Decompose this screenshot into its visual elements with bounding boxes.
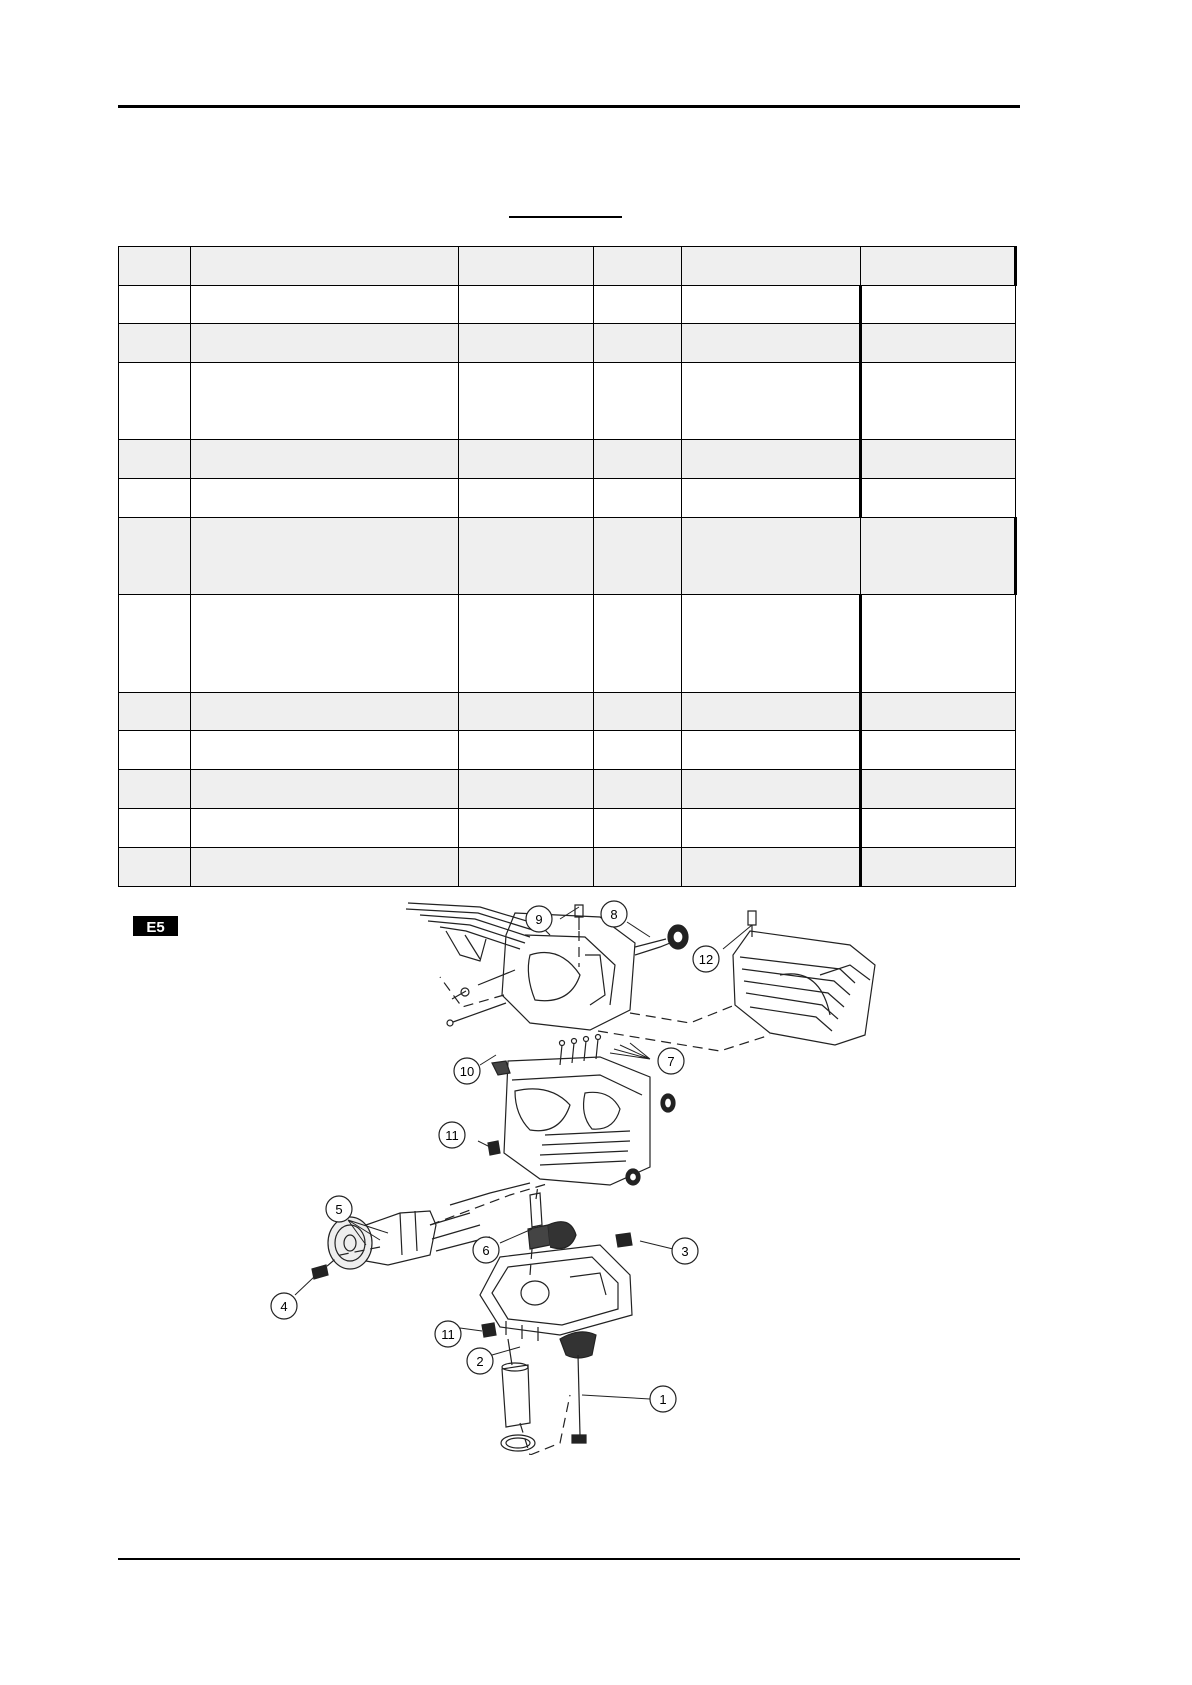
table-cell (459, 693, 594, 731)
exploded-engine-diagram (130, 895, 1020, 1455)
table-cell (119, 518, 191, 595)
callout-label: 5 (335, 1202, 343, 1217)
table-cell (594, 518, 682, 595)
callout-label: 11 (445, 1128, 459, 1143)
table-cell (682, 848, 861, 887)
table-cell (119, 770, 191, 809)
table-cell (459, 518, 594, 595)
callout-label: 12 (698, 952, 714, 967)
table-cell (861, 363, 1016, 440)
callout-labels (280, 907, 713, 1407)
table-cell (594, 809, 682, 848)
callout-label: 8 (610, 907, 618, 922)
table-cell (861, 479, 1016, 518)
table-cell (682, 518, 861, 595)
table-cell (594, 595, 682, 693)
table-cell (594, 247, 682, 286)
table-cell (119, 247, 191, 286)
part-4-art (312, 1265, 328, 1279)
table-cell (191, 848, 459, 887)
table-cell (594, 848, 682, 887)
table-cell (191, 440, 459, 479)
table-cell (594, 440, 682, 479)
table-cell (191, 731, 459, 770)
table-cell (191, 595, 459, 693)
table-cell (459, 440, 594, 479)
table-cell (459, 809, 594, 848)
table-cell (682, 809, 861, 848)
table-cell (191, 247, 459, 286)
callout-label: 11 (441, 1327, 455, 1342)
table-row (119, 731, 1016, 770)
cylinder-head-art (733, 931, 875, 1045)
table-cell (459, 479, 594, 518)
callout-label: 6 (482, 1243, 490, 1258)
table-cell (594, 286, 682, 324)
table-cell (459, 247, 594, 286)
oil-sump-art (480, 1245, 632, 1341)
table-cell (682, 440, 861, 479)
table-cell (682, 731, 861, 770)
part-11-upper-art (488, 1141, 500, 1155)
table-cell (119, 848, 191, 887)
callout-label: 10 (459, 1064, 475, 1079)
table-cell (594, 693, 682, 731)
table-cell (119, 595, 191, 693)
table-cell (682, 363, 861, 440)
table-header-row (119, 247, 1016, 286)
table-cell (594, 324, 682, 363)
table-cell (861, 809, 1016, 848)
table-cell (861, 731, 1016, 770)
table-cell (459, 595, 594, 693)
table-cell (119, 440, 191, 479)
leader-lines (295, 907, 752, 1399)
lower-crankcase-art (504, 1035, 675, 1186)
table-row (119, 809, 1016, 848)
callout-label: 1 (659, 1392, 667, 1407)
table-cell (861, 440, 1016, 479)
table-row (119, 324, 1016, 363)
table-cell (191, 286, 459, 324)
table-cell (861, 518, 1016, 595)
table-cell (459, 770, 594, 809)
table-cell (459, 286, 594, 324)
table-cell (594, 770, 682, 809)
spec-table (118, 246, 1017, 887)
table-cell (191, 809, 459, 848)
table-cell (861, 848, 1016, 887)
table-cell (191, 770, 459, 809)
footer-rule (118, 1558, 1020, 1560)
callout-label: 3 (681, 1244, 689, 1259)
table-cell (191, 363, 459, 440)
table-cell (594, 479, 682, 518)
table-row (119, 479, 1016, 518)
table-cell (861, 693, 1016, 731)
table-cell (682, 479, 861, 518)
table-cell (119, 809, 191, 848)
table-cell (459, 848, 594, 887)
callout-label: 9 (535, 912, 543, 927)
table-cell (459, 324, 594, 363)
table-cell (119, 731, 191, 770)
table-cell (682, 324, 861, 363)
table-cell (119, 324, 191, 363)
part-11-lower-art (482, 1323, 496, 1337)
table-cell (191, 324, 459, 363)
table-cell (682, 693, 861, 731)
table-row (119, 770, 1016, 809)
table-cell (119, 479, 191, 518)
table-cell (459, 363, 594, 440)
table-cell (861, 595, 1016, 693)
table-cell (191, 518, 459, 595)
table-cell (682, 286, 861, 324)
table-row (119, 693, 1016, 731)
table-cell (861, 286, 1016, 324)
figure-badge-label: E5 (146, 919, 165, 936)
table-cell (119, 286, 191, 324)
table-cell (191, 693, 459, 731)
part-3-art (616, 1233, 632, 1247)
table-cell (191, 479, 459, 518)
callout-label: 2 (476, 1354, 484, 1369)
table-cell (119, 363, 191, 440)
part-6-art (528, 1193, 576, 1249)
table-cell (119, 693, 191, 731)
part-10-art (492, 1061, 510, 1075)
table-cell (861, 770, 1016, 809)
table-cell (682, 247, 861, 286)
title-underline (509, 216, 622, 218)
part-1-art (560, 1332, 596, 1443)
part-8-art (635, 925, 688, 949)
table-row (119, 440, 1016, 479)
table-cell (594, 731, 682, 770)
table-cell (459, 731, 594, 770)
table-cell (594, 363, 682, 440)
part-2-art (501, 1339, 535, 1451)
header-rule (118, 105, 1020, 108)
table-cell (682, 595, 861, 693)
table-row (119, 518, 1016, 595)
table-row (119, 848, 1016, 887)
table-cell (861, 324, 1016, 363)
table-row (119, 595, 1016, 693)
table-row (119, 286, 1016, 324)
callout-label: 4 (280, 1299, 288, 1314)
table-cell (861, 247, 1016, 286)
table-row (119, 363, 1016, 440)
callout-label: 7 (667, 1054, 675, 1069)
table-cell (682, 770, 861, 809)
